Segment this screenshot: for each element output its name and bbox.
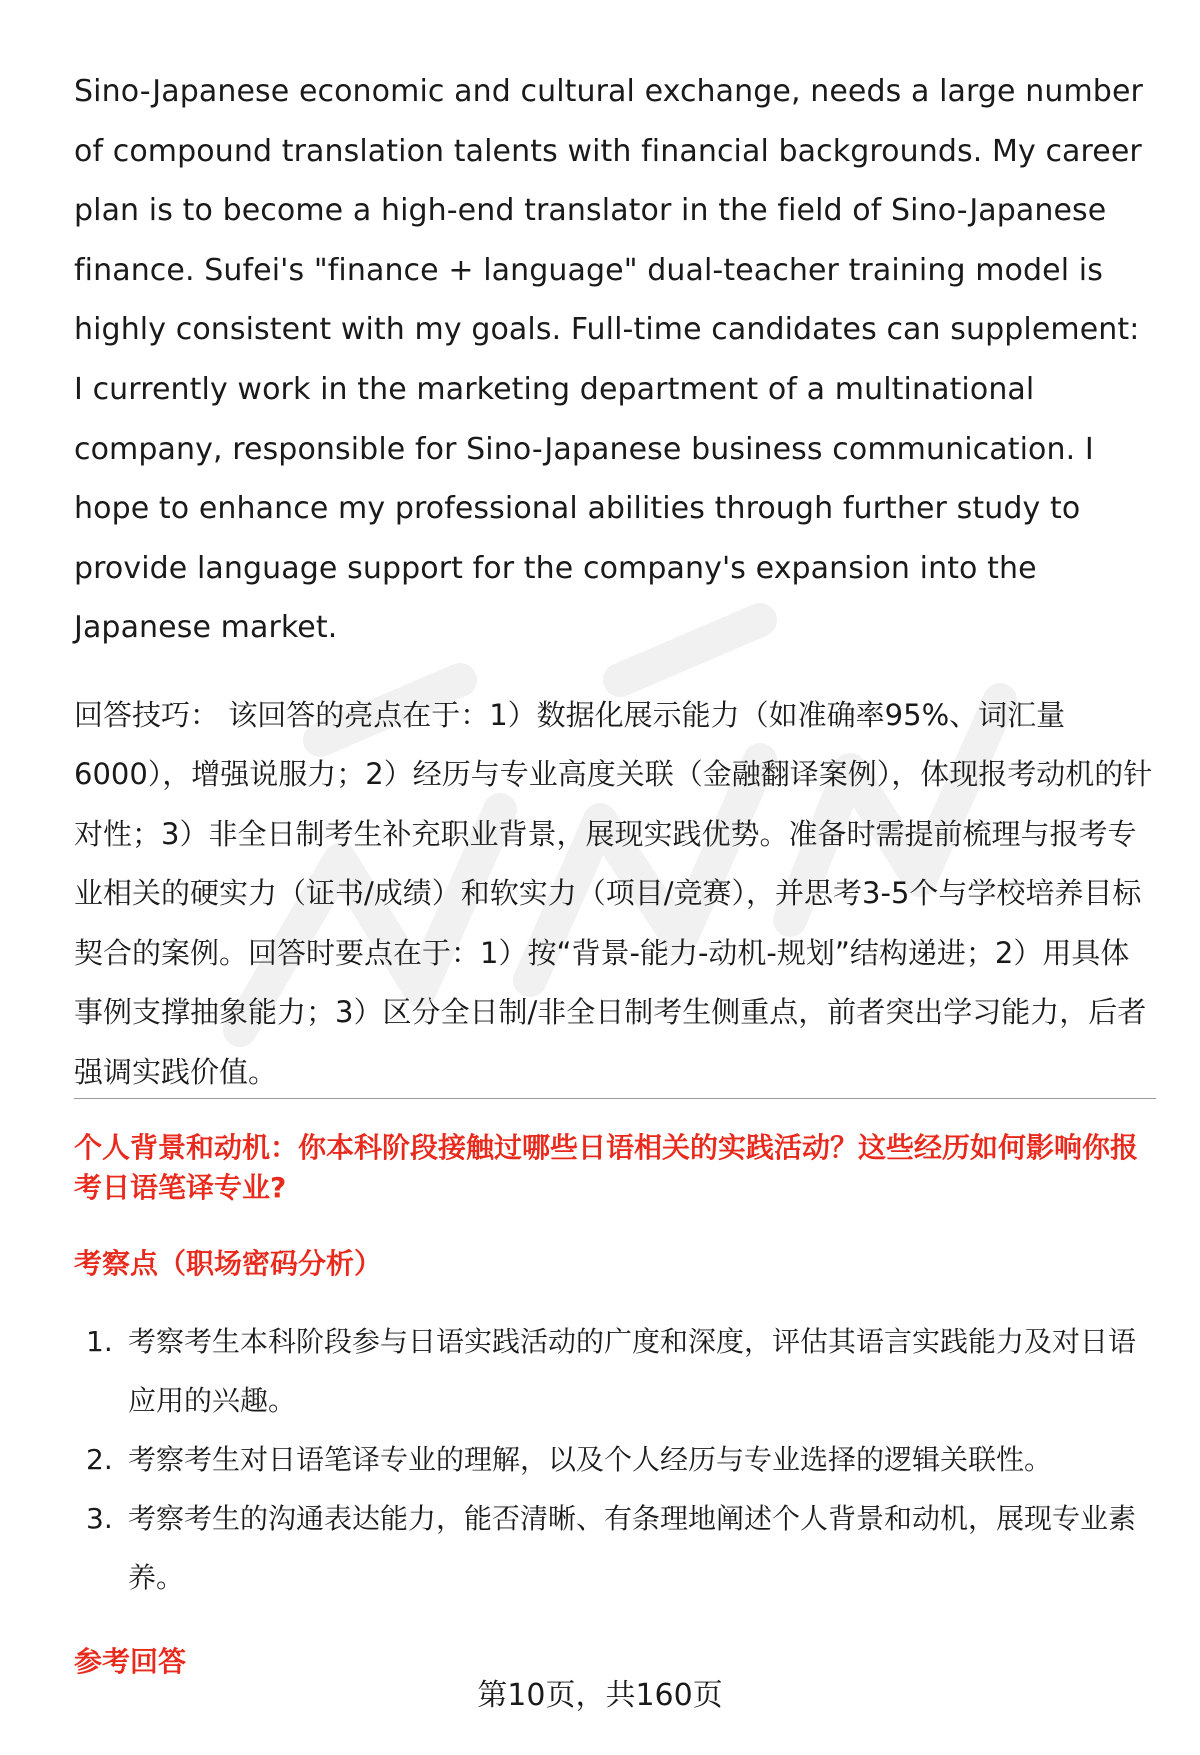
list-item-text: 考察考生本科阶段参与日语实践活动的广度和深度，评估其语言实践能力及对日语应用的兴趣。: [128, 1325, 1137, 1417]
exam-points-list: [74, 1312, 1156, 1607]
list-item: [74, 1489, 1156, 1607]
english-answer-paragraph: Sino-Japanese economic and cultural exchange, needs a large number of compound translation talents with financial backgrounds. My career plan is to become a high-end translator in the field of Sino-Japanese finance. Sufei's "finance + language" dual-teacher training model is highly consistent with my goals. Full-time candidates can supplement: I currently work in the marketing department of a multinational company, responsible for Sino-Japanese business communication. I hope to enhance my professional abilities through further study to provide language support for the company's expansion into the Japanese market.: [74, 74, 1143, 646]
exam-points-heading: 考察点（职场密码分析）: [74, 1247, 383, 1280]
document-page: [74, 62, 1154, 1102]
list-item-text: 考察考生的沟通表达能力，能否清晰、有条理地阐述个人背景和动机，展现专业素养。: [128, 1502, 1137, 1594]
list-item-text: 考察考生对日语笔译专业的理解，以及个人经历与专业选择的逻辑关联性。: [128, 1443, 1053, 1476]
answer-tips-paragraph: 回答技巧： 该回答的亮点在于：1）数据化展示能力（如准确率95%、词汇量6000），增强说服力；2）经历与专业高度关联（金融翻译案例），体现报考动机的针对性；3）非全日制考生补充职业背景，展现实践优势。准备时需提前梳理与报考专业相关的硬实力（证书/成绩）和软实力（项目/竞赛），并思考3-5个与学校培养目标契合的案例。回答时要点在于：1）按“背景-能力-动机-规划”结构递进；2）用具体事例支撑抽象能力；3）区分全日制/非全日制考生侧重点，前者突出学习能力，后者强调实践价值。: [74, 697, 1153, 1089]
list-item-number: 2.: [86, 1443, 113, 1476]
list-item: [74, 1430, 1156, 1489]
list-item: [74, 1312, 1156, 1430]
page-number: 第10页，共160页: [477, 1678, 723, 1713]
list-item-number: 1.: [86, 1325, 113, 1358]
reference-answer-heading: 参考回答: [74, 1645, 187, 1678]
list-item-number: 3.: [86, 1502, 113, 1535]
section-divider: [74, 1098, 1156, 1099]
question-heading: 个人背景和动机：你本科阶段接触过哪些日语相关的实践活动？这些经历如何影响你报考日语笔译专业?: [74, 1131, 1139, 1204]
